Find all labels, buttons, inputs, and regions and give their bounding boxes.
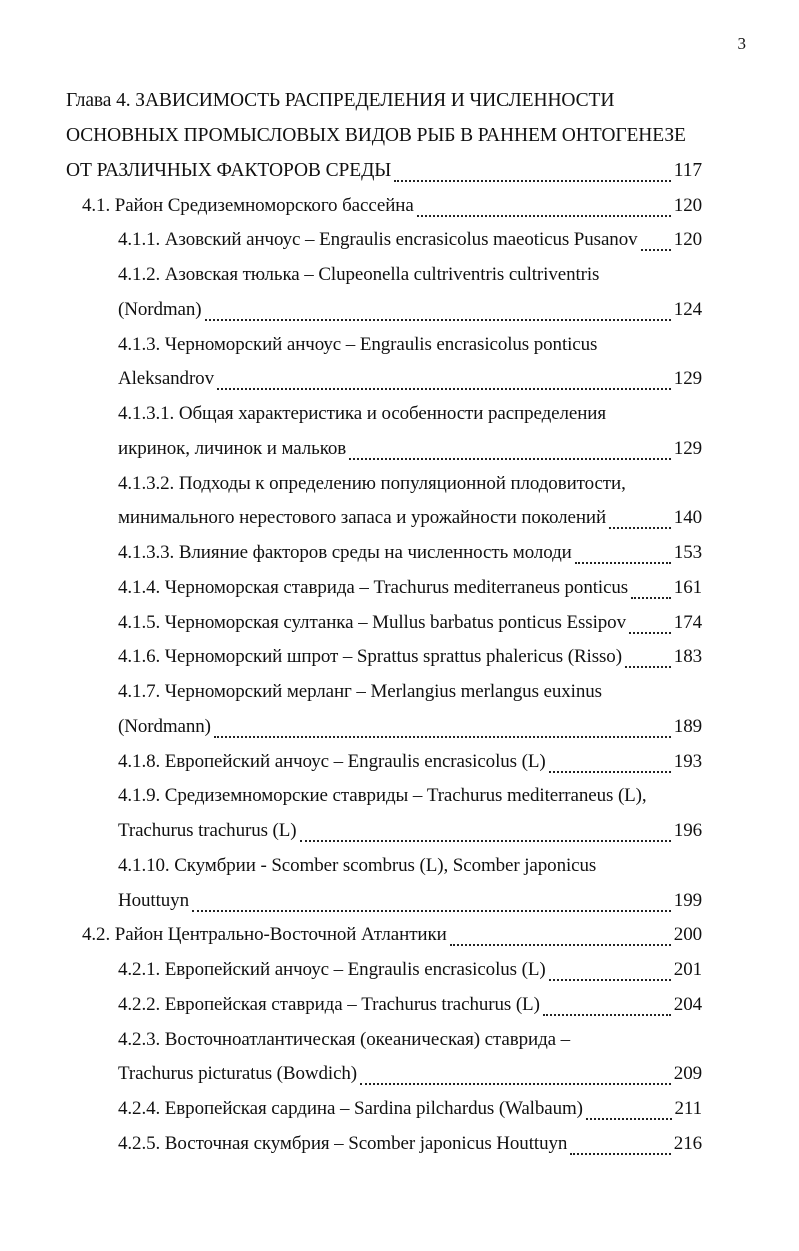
toc-line	[66, 223, 702, 258]
dot-leader	[417, 203, 671, 217]
toc-page-number: 196	[673, 820, 702, 842]
toc-line	[66, 327, 702, 362]
toc-entry-text: 4.1.3.3. Влияние факторов среды на численность молоди	[118, 542, 572, 564]
toc-line	[66, 779, 702, 814]
toc-entry-text: 4.1.3.1. Общая характеристика и особенности распределения	[118, 403, 606, 425]
toc-line	[66, 397, 702, 432]
toc-page-number: 200	[673, 924, 702, 946]
toc-entry-text: 4.1.9. Средиземноморские ставриды – Trachurus mediterraneus (L),	[118, 785, 647, 807]
dot-leader	[625, 654, 671, 668]
dot-leader	[609, 515, 671, 529]
toc-line	[66, 258, 702, 293]
toc-line	[66, 119, 702, 154]
toc-line	[66, 744, 702, 779]
toc-line	[66, 188, 702, 223]
toc-page-number: 189	[673, 715, 702, 737]
toc-entry-text: (Nordmann)	[118, 715, 211, 737]
toc-line	[66, 640, 702, 675]
page-number: 3	[737, 34, 746, 53]
toc-entry-text: 4.1.3. Черноморский анчоус – Engraulis encrasicolus ponticus	[118, 333, 598, 355]
toc-line	[66, 849, 702, 884]
toc-line	[66, 154, 702, 189]
toc-line	[66, 918, 702, 953]
toc-entry-text: 4.1.8. Европейский анчоус – Engraulis encrasicolus (L)	[118, 750, 546, 772]
toc-line	[66, 571, 702, 606]
toc-page-number: 211	[674, 1098, 702, 1120]
toc-page-number: 174	[673, 611, 702, 633]
toc-line	[66, 605, 702, 640]
toc-entry-text: 4.1.7. Черноморский мерланг – Merlangius merlangus euxinus	[118, 681, 602, 703]
toc-page-number: 209	[673, 1063, 702, 1085]
toc-entry-text: Глава 4. ЗАВИСИМОСТЬ РАСПРЕДЕЛЕНИЯ И ЧИСЛЕННОСТИ	[66, 90, 615, 112]
toc-entry-text: ОСНОВНЫХ ПРОМЫСЛОВЫХ ВИДОВ РЫБ В РАННЕМ ОНТОГЕНЕЗЕ	[66, 125, 686, 147]
toc-entry-text: 4.1.2. Азовская тюлька – Clupeonella cultriventris cultriventris	[118, 264, 600, 286]
toc-page-number: 199	[673, 889, 702, 911]
toc-line	[66, 293, 702, 328]
toc-entry-text: Houttuyn	[118, 889, 189, 911]
toc-entry-text: 4.1.5. Черноморская султанка – Mullus barbatus ponticus Essipov	[118, 611, 626, 633]
toc-line	[66, 1057, 702, 1092]
toc-entry-text: Aleksandrov	[118, 368, 214, 390]
toc-entry-text: (Nordman)	[118, 298, 202, 320]
toc-entry-text: 4.1.10. Скумбрии - Scomber scombrus (L), Scomber japonicus	[118, 854, 597, 876]
toc-entry-text: 4.1.3.2. Подходы к определению популяционной плодовитости,	[118, 472, 626, 494]
toc-entry-text: 4.2. Район Центрально-Восточной Атлантики	[82, 924, 447, 946]
dot-leader	[641, 237, 671, 251]
toc-entry-text: Trachurus picturatus (Bowdich)	[118, 1063, 358, 1085]
toc-page-number: 129	[673, 437, 702, 459]
toc-line	[66, 362, 702, 397]
toc-line	[66, 710, 702, 745]
toc-entry-text: 4.1.1. Азовский анчоус – Engraulis encrasicolus maeoticus Pusanov	[118, 229, 638, 251]
dot-leader	[349, 446, 671, 460]
toc-line	[66, 466, 702, 501]
toc-line	[66, 988, 702, 1023]
toc-line	[66, 1092, 702, 1127]
toc-entry-text: ОТ РАЗЛИЧНЫХ ФАКТОРОВ СРЕДЫ	[66, 159, 392, 181]
dot-leader	[394, 168, 671, 182]
toc-entry-text: икринок, личинок и мальков	[118, 437, 347, 459]
dot-leader	[205, 307, 671, 321]
table-of-contents	[66, 84, 702, 1161]
dot-leader	[629, 620, 671, 634]
toc-entry-text: минимального нерестового запаса и урожайности поколений	[118, 507, 607, 529]
dot-leader	[360, 1071, 671, 1085]
toc-page-number: 117	[673, 159, 702, 181]
toc-entry-text: 4.1.4. Черноморская ставрида – Trachurus mediterraneus ponticus	[118, 576, 629, 598]
toc-line	[66, 675, 702, 710]
toc-page-number: 216	[673, 1132, 702, 1154]
toc-entry-text: 4.2.3. Восточноатлантическая (океаническая) ставрида –	[118, 1028, 571, 1050]
toc-entry-text: 4.1. Район Средиземноморского бассейна	[82, 194, 414, 216]
toc-page-number: 183	[673, 646, 702, 668]
toc-line	[66, 84, 702, 119]
toc-line	[66, 1022, 702, 1057]
toc-line	[66, 1127, 702, 1162]
toc-page-number: 201	[673, 959, 702, 981]
toc-line	[66, 432, 702, 467]
toc-page-number: 120	[673, 194, 702, 216]
toc-page-number: 124	[673, 298, 702, 320]
toc-page-number: 204	[673, 993, 702, 1015]
dot-leader	[575, 550, 671, 564]
toc-entry-text: 4.2.2. Европейская ставрида – Trachurus trachurus (L)	[118, 993, 540, 1015]
dot-leader	[214, 724, 671, 738]
toc-entry-text: 4.2.5. Восточная скумбрия – Scomber japonicus Houttuyn	[118, 1132, 568, 1154]
toc-entry-text: Trachurus trachurus (L)	[118, 820, 297, 842]
dot-leader	[450, 932, 671, 946]
dot-leader	[549, 967, 671, 981]
toc-page-number: 129	[673, 368, 702, 390]
dot-leader	[543, 1002, 671, 1016]
toc-line	[66, 953, 702, 988]
dot-leader	[549, 759, 671, 773]
toc-page-number: 120	[673, 229, 702, 251]
toc-line	[66, 501, 702, 536]
dot-leader	[217, 376, 671, 390]
toc-page-number: 140	[673, 507, 702, 529]
dot-leader	[586, 1106, 672, 1120]
dot-leader	[300, 828, 671, 842]
toc-page-number: 193	[673, 750, 702, 772]
toc-entry-text: 4.2.4. Европейская сардина – Sardina pilchardus (Walbaum)	[118, 1098, 583, 1120]
dot-leader	[192, 898, 671, 912]
toc-entry-text: 4.1.6. Черноморский шпрот – Sprattus sprattus phalericus (Risso)	[118, 646, 622, 668]
dot-leader	[631, 585, 671, 599]
toc-page-number: 161	[673, 576, 702, 598]
toc-line	[66, 883, 702, 918]
toc-line	[66, 814, 702, 849]
toc-entry-text: 4.2.1. Европейский анчоус – Engraulis encrasicolus (L)	[118, 959, 546, 981]
toc-page-number: 153	[673, 542, 702, 564]
toc-line	[66, 536, 702, 571]
dot-leader	[570, 1141, 671, 1155]
